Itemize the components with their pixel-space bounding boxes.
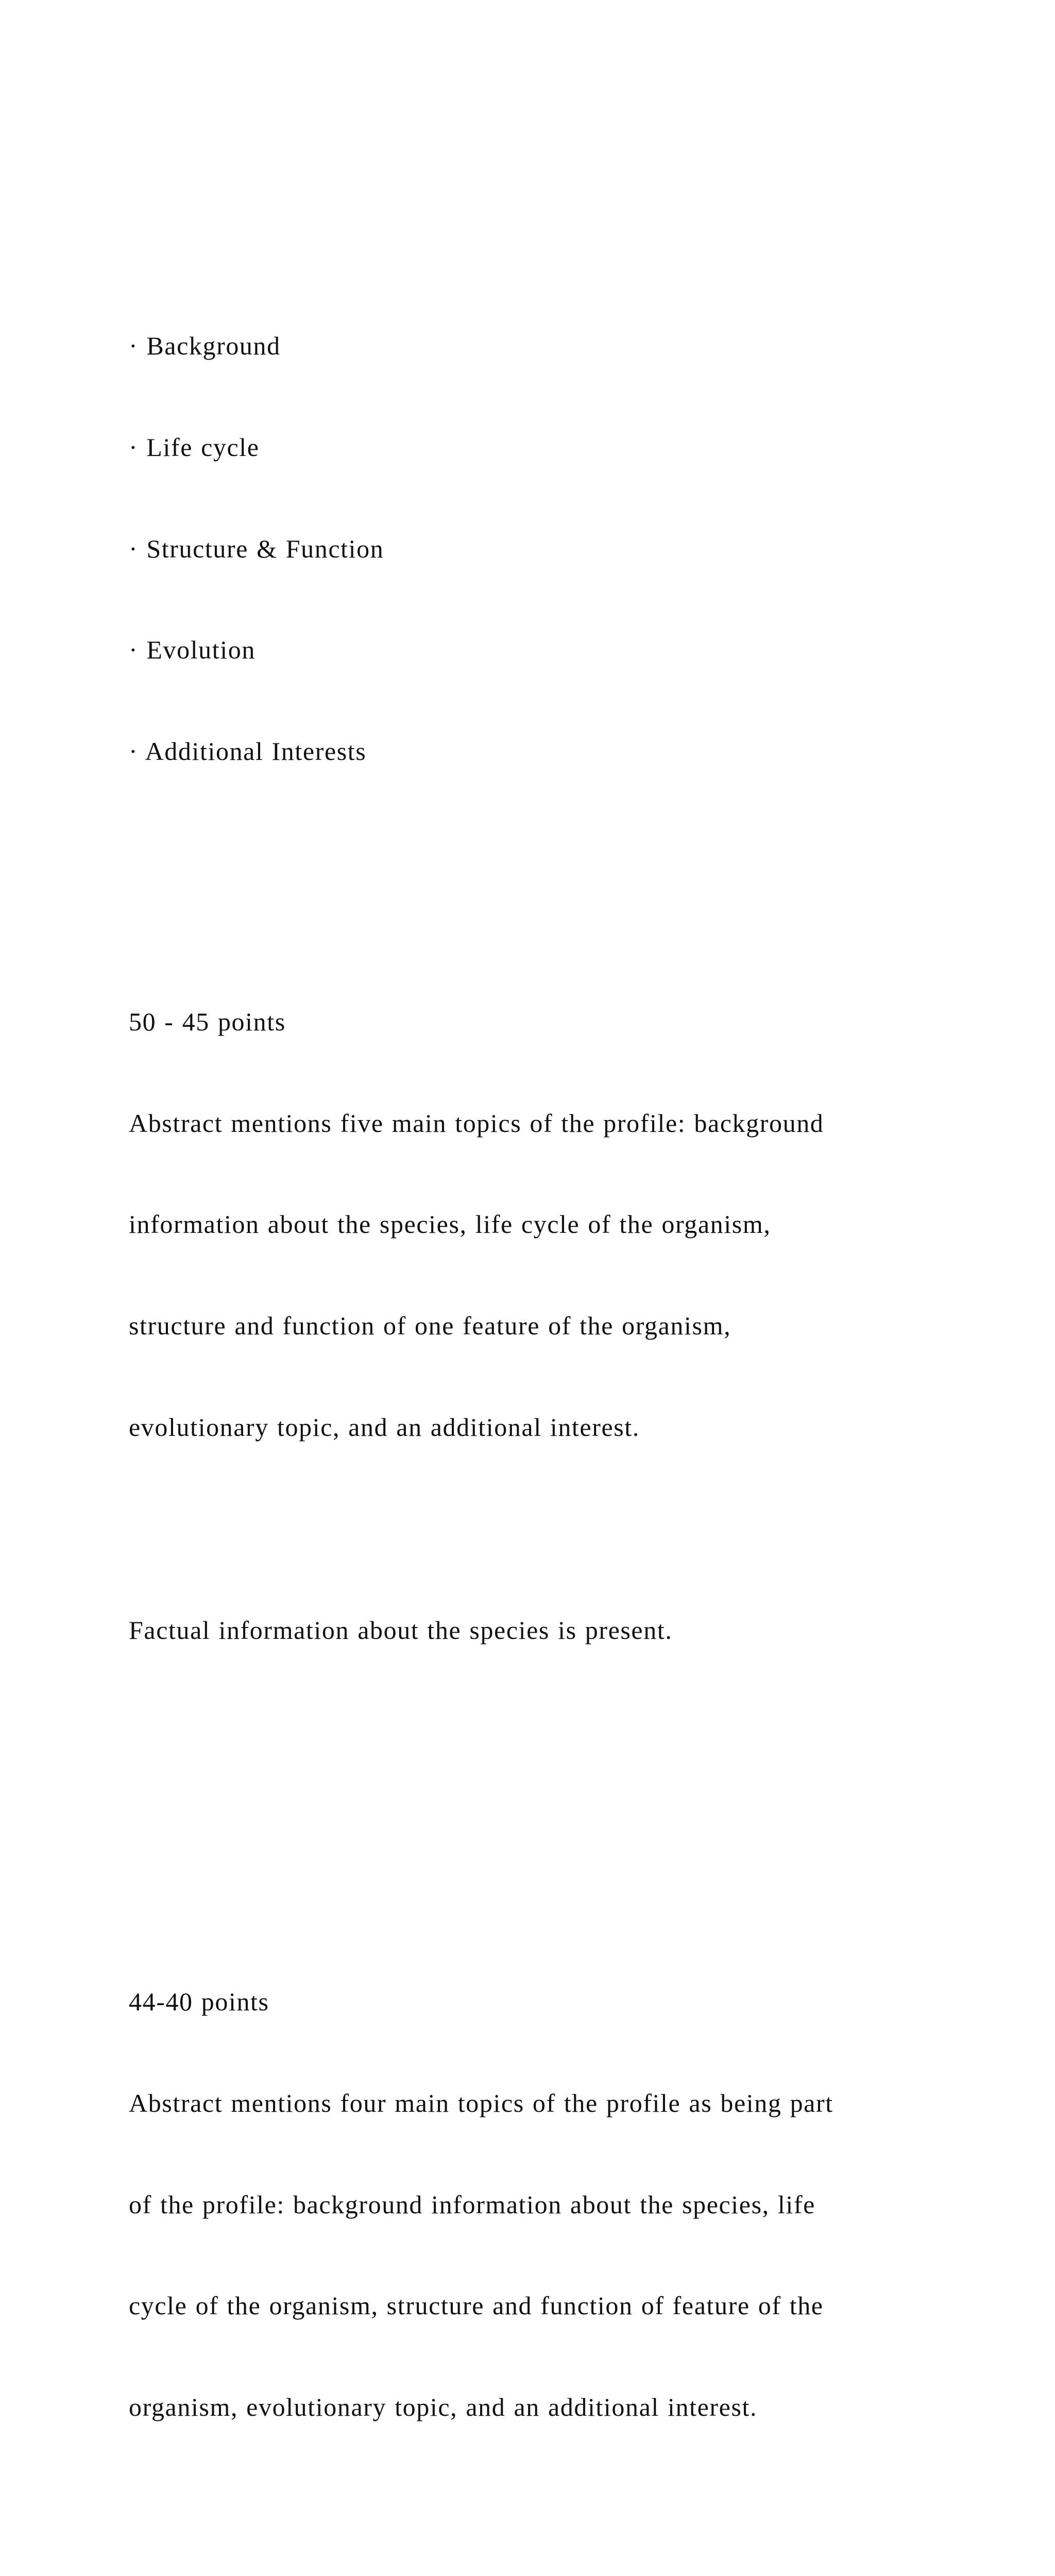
tier-text-line: structure and function of one feature of the organism,	[129, 1311, 731, 1341]
bullet-item: · Background	[129, 331, 281, 360]
blank-line	[129, 1512, 953, 1546]
tier-text-line: evolutionary topic, and an additional interest.	[129, 1412, 640, 1442]
bullet-item: · Additional Interests	[129, 737, 367, 766]
tier-text-line: Abstract mentions five main topics of the profile: background	[129, 1108, 824, 1138]
tier-heading: 44-40 points	[129, 1987, 269, 2016]
bullet-item: · Structure & Function	[129, 534, 384, 563]
blank-line	[129, 1715, 953, 1749]
bullet-item: · Life cycle	[129, 432, 260, 462]
blank-line	[129, 2492, 953, 2526]
tier-text-line: information about the species, life cycle of the organism,	[129, 1210, 771, 1239]
rubric-tier-2	[129, 1918, 953, 2576]
bullet-item: · Evolution	[129, 635, 256, 665]
tier-text-line: cycle of the organism, structure and function of feature of the	[129, 2291, 824, 2320]
tier-heading: 50 - 45 points	[129, 1007, 286, 1036]
tier-text-line: of the profile: background information about the species, life	[129, 2190, 815, 2219]
tier-text-line: Abstract mentions four main topics of the profile as being part	[129, 2088, 833, 2117]
rubric-tier-1	[129, 938, 953, 1816]
tier-text-line: organism, evolutionary topic, and an additional interest.	[129, 2393, 758, 2422]
topic-bullet-list	[129, 262, 953, 836]
document-body	[129, 160, 953, 2576]
tier-note: Factual information about the species is present.	[129, 1615, 673, 1645]
